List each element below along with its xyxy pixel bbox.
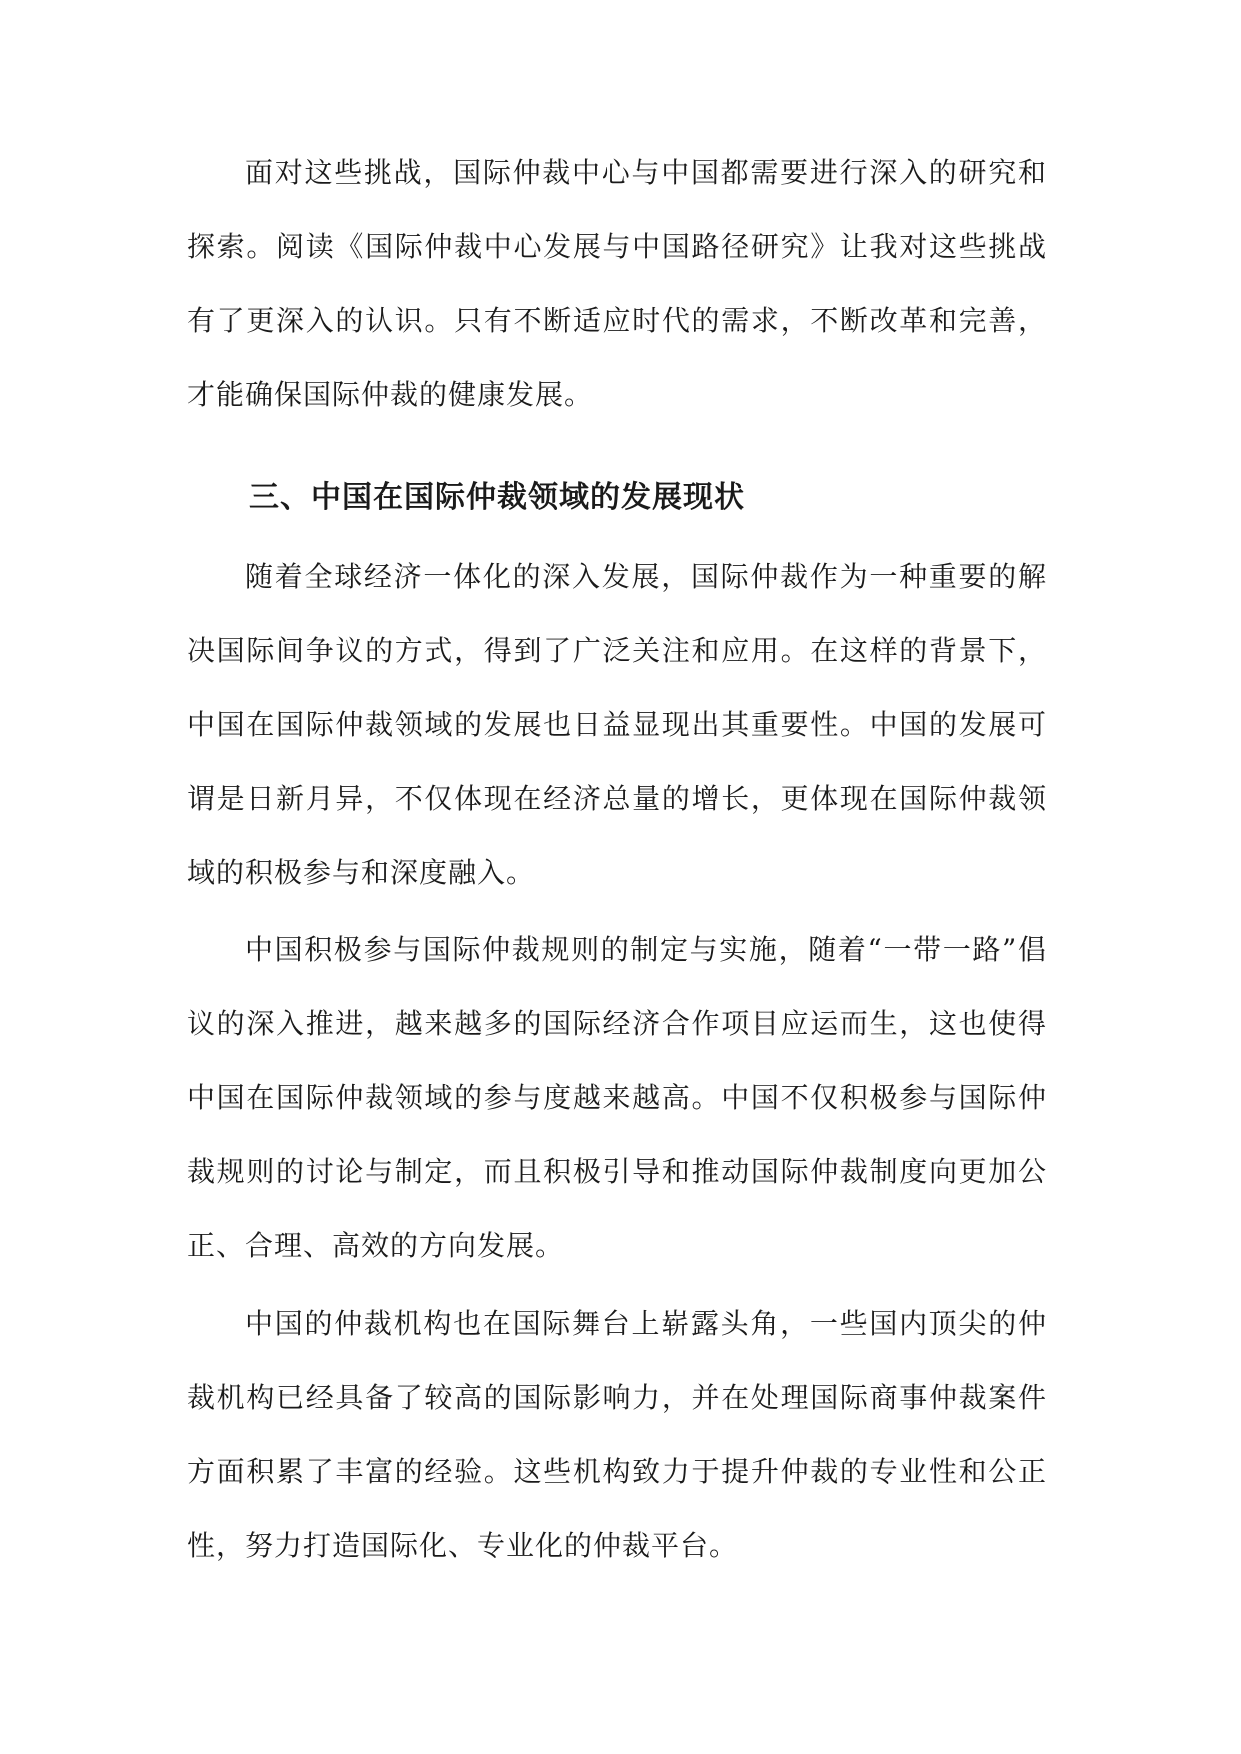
section-heading: 三、中国在国际仲裁领域的发展现状 — [249, 480, 745, 515]
paragraph-globalization-context: 随着全球经济一体化的深入发展，国际仲裁作为一种重要的解决国际间争议的方式，得到了广泛关注和应用。在这样的背景下，中国在国际仲裁领域的发展也日益显现出其重要性。中国的发展可谓是日新月异，不仅体现在经济总量的增长，更体现在国际仲裁领域的积极参与和深度融入。 — [187, 560, 1047, 889]
paragraph-challenges-conclusion: 面对这些挑战，国际仲裁中心与中国都需要进行深入的研究和探索。阅读《国际仲裁中心发展与中国路径研究》让我对这些挑战有了更深入的认识。只有不断适应时代的需求，不断改革和完善，才能确保国际仲裁的健康发展。 — [187, 156, 1047, 411]
paragraph-rule-making-participation: 中国积极参与国际仲裁规则的制定与实施，随着“一带一路”倡议的深入推进，越来越多的国际经济合作项目应运而生，这也使得中国在国际仲裁领域的参与度越来越高。中国不仅积极参与国际仲裁规则的讨论与制定，而且积极引导和推动国际仲裁制度向更加公正、合理、高效的方向发展。 — [187, 933, 1047, 1262]
paragraph-arbitration-institutions: 中国的仲裁机构也在国际舞台上崭露头角，一些国内顶尖的仲裁机构已经具备了较高的国际影响力，并在处理国际商事仲裁案件方面积累了丰富的经验。这些机构致力于提升仲裁的专业性和公正性，努力打造国际化、专业化的仲裁平台。 — [187, 1307, 1047, 1562]
